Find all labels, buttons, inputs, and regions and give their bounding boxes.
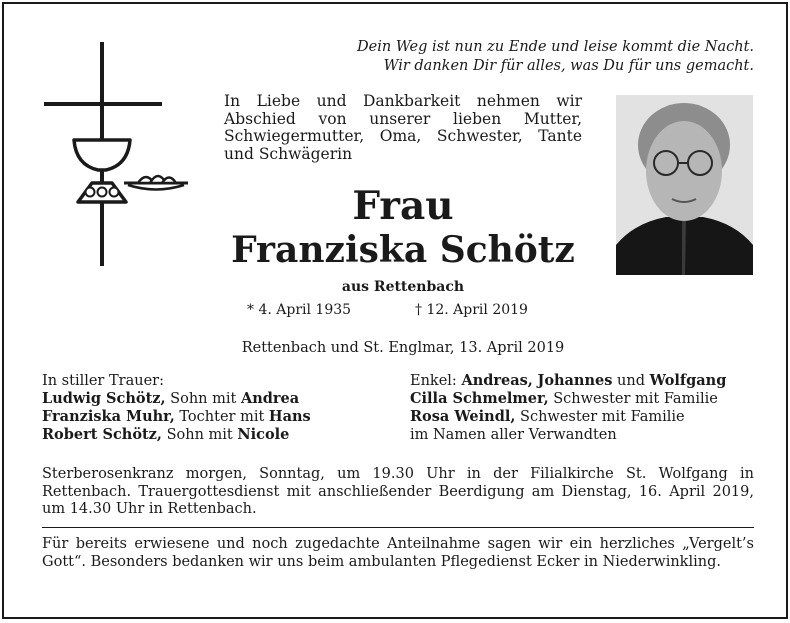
sibling-relation: Schwester mit Familie <box>553 391 718 407</box>
and-word: und <box>617 373 645 389</box>
deceased-name: Franziska Schötz <box>231 229 575 271</box>
mourner-partner: Nicole <box>237 426 290 443</box>
mourner-name: Franziska Muhr, <box>42 408 175 425</box>
mourner-name: Robert Schötz, <box>42 426 162 443</box>
mourner-partner: Hans <box>268 408 311 425</box>
grandchildren-prefix: Enkel: <box>410 373 457 389</box>
mourner-partner: Andrea <box>240 390 300 407</box>
sibling-relation: Schwester mit Familie <box>520 409 685 425</box>
mourners-heading: In stiller Trauer: <box>42 373 164 389</box>
mourner-name: Ludwig Schötz, <box>42 390 166 407</box>
obituary-notice <box>2 2 788 619</box>
death-date: † 12. April 2019 <box>415 302 528 318</box>
mourner-row <box>42 408 382 426</box>
section-divider <box>42 527 754 528</box>
sibling-name: Cilla Schmelmer, <box>410 390 549 407</box>
relatives-closing: im Namen aller Verwandten <box>410 427 617 443</box>
mourner-row <box>42 390 382 408</box>
mourner-row <box>42 426 382 444</box>
salutation: Frau <box>352 183 454 229</box>
origin: aus Rettenbach <box>341 279 465 295</box>
cross-chalice-icon <box>42 40 192 270</box>
memorial-verse <box>304 38 754 76</box>
birth-date: * 4. April 1935 <box>247 302 352 318</box>
mourners-right <box>410 372 755 444</box>
thanks-notice: Für bereits erwiesene und noch zugedachte Anteilnahme sagen wir ein herzliches „Vergelt’s Gott“. Besonders bedanken wir uns beim ambulanten Pflegedienst Ecker in Niederwinkling. <box>42 536 754 570</box>
place-and-date: Rettenbach und St. Englmar, 13. April 2019 <box>241 340 565 356</box>
mourners-left <box>42 372 382 444</box>
mourner-relation: Sohn mit <box>166 427 233 443</box>
grandchild-name: Andreas, <box>461 372 533 389</box>
mourner-relation: Sohn mit <box>170 391 237 407</box>
portrait-photo <box>616 95 753 275</box>
grandchildren-row <box>410 372 755 390</box>
sibling-row <box>410 390 755 408</box>
grandchild-name: Wolfgang <box>649 372 727 389</box>
verse-line-1: Dein Weg ist nun zu Ende und leise kommt die Nacht. <box>357 39 754 55</box>
mourner-relation: Tochter mit <box>179 409 265 425</box>
sibling-name: Rosa Weindl, <box>410 408 516 425</box>
intro-text: In Liebe und Dankbarkeit nehmen wir Abschied von unserer lieben Mutter, Schwiegermutter, Oma, Schwester, Tante und Schwägerin <box>224 92 582 163</box>
verse-line-2: Wir danken Dir für alles, was Du für uns gemacht. <box>383 58 754 74</box>
service-notice: Sterberosenkranz morgen, Sonntag, um 19.30 Uhr in der Filialkirche St. Wolfgang in Rettenbach. Trauergottesdienst mit anschließender Beerdigung am Dienstag, 16. April 2019, um 14.30 Uhr in Rettenbach. <box>42 466 754 517</box>
sibling-row <box>410 408 755 426</box>
grandchild-name: Johannes <box>537 372 613 389</box>
